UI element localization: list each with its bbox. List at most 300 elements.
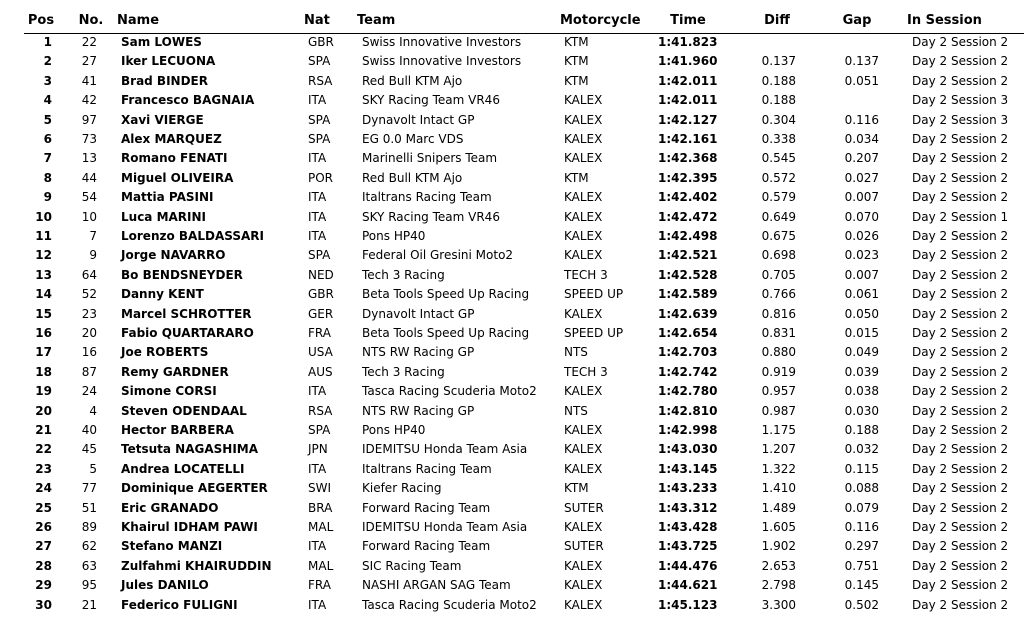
cell-session: Day 2 Session 2 xyxy=(912,578,1009,593)
cell-rider-name: Marcel SCHROTTER xyxy=(121,306,252,321)
table-row xyxy=(0,305,1024,324)
cell-team: SIC Racing Team xyxy=(362,558,462,573)
cell-session: Day 2 Session 2 xyxy=(912,345,1009,360)
cell-gap: 0.116 xyxy=(844,520,879,534)
cell-gap: 0.502 xyxy=(844,597,879,612)
cell-time: 1:42.810 xyxy=(658,403,718,418)
cell-time: 1:42.528 xyxy=(658,267,718,282)
cell-gap: 0.030 xyxy=(844,403,879,418)
cell-team: Italtrans Racing Team xyxy=(362,461,492,476)
cell-time: 1:42.127 xyxy=(658,112,718,127)
cell-number: 22 xyxy=(81,35,97,49)
cell-gap: 0.145 xyxy=(844,578,879,593)
cell-number: 62 xyxy=(81,539,97,554)
cell-diff: 0.919 xyxy=(761,364,796,379)
cell-time: 1:42.368 xyxy=(658,151,718,166)
cell-time: 1:45.123 xyxy=(658,597,718,612)
cell-rider-name: Remy GARDNER xyxy=(121,364,229,379)
cell-number: 21 xyxy=(81,597,97,612)
cell-number: 45 xyxy=(81,442,97,457)
cell-time: 1:43.145 xyxy=(658,461,718,476)
cell-rider-name: Tetsuta NAGASHIMA xyxy=(121,442,259,457)
cell-rider-name: Andrea LOCATELLI xyxy=(121,461,245,476)
cell-gap: 0.051 xyxy=(844,73,879,88)
cell-team: Swiss Innovative Investors xyxy=(362,54,522,69)
cell-number: 23 xyxy=(81,306,97,321)
cell-gap: 0.050 xyxy=(844,306,879,321)
table-row xyxy=(0,440,1024,459)
cell-motorcycle: KALEX xyxy=(564,558,603,573)
cell-rider-name: Dominique AEGERTER xyxy=(121,481,268,496)
table-row xyxy=(0,576,1024,595)
cell-session: Day 2 Session 2 xyxy=(912,461,1009,476)
cell-diff: 0.957 xyxy=(761,384,796,399)
cell-diff: 1.410 xyxy=(761,481,796,496)
cell-nationality: RSA xyxy=(308,403,333,418)
cell-session: Day 2 Session 2 xyxy=(912,151,1009,166)
cell-pos: 23 xyxy=(35,461,52,476)
cell-number: 24 xyxy=(81,384,97,399)
header-no: No. xyxy=(78,13,104,28)
cell-diff: 0.304 xyxy=(761,112,796,127)
cell-team: Beta Tools Speed Up Racing xyxy=(362,326,530,340)
cell-session: Day 2 Session 2 xyxy=(912,520,1009,534)
cell-rider-name: Iker LECUONA xyxy=(121,54,216,69)
cell-nationality: ITA xyxy=(308,597,327,612)
cell-gap: 0.188 xyxy=(844,423,879,437)
cell-number: 40 xyxy=(81,423,97,437)
cell-motorcycle: KALEX xyxy=(564,248,603,263)
cell-team: Forward Racing Team xyxy=(362,500,491,515)
cell-rider-name: Hector BARBERA xyxy=(121,423,234,437)
cell-rider-name: Eric GRANADO xyxy=(121,500,219,515)
cell-time: 1:42.395 xyxy=(658,170,718,185)
cell-number: 13 xyxy=(81,151,97,166)
cell-session: Day 2 Session 3 xyxy=(912,112,1009,127)
cell-nationality: MAL xyxy=(308,520,334,534)
cell-team: NTS RW Racing GP xyxy=(362,345,475,360)
header-in-session: In Session xyxy=(907,13,982,28)
cell-nationality: ITA xyxy=(308,151,327,166)
cell-diff: 0.188 xyxy=(761,93,796,108)
cell-number: 87 xyxy=(81,364,97,379)
cell-nationality: ITA xyxy=(308,229,327,243)
table-row xyxy=(0,557,1024,576)
cell-time: 1:42.011 xyxy=(658,93,718,108)
cell-team: Dynavolt Intact GP xyxy=(362,306,475,321)
cell-motorcycle: KALEX xyxy=(564,578,603,593)
cell-session: Day 2 Session 2 xyxy=(912,326,1009,340)
table-row xyxy=(0,72,1024,91)
cell-number: 10 xyxy=(81,209,97,224)
cell-motorcycle: KALEX xyxy=(564,520,603,534)
cell-team: IDEMITSU Honda Team Asia xyxy=(362,442,528,457)
cell-pos: 14 xyxy=(35,287,52,302)
cell-pos: 6 xyxy=(43,132,52,146)
cell-diff: 0.987 xyxy=(761,403,796,418)
cell-nationality: SPA xyxy=(308,112,331,127)
cell-nationality: GBR xyxy=(308,35,334,49)
cell-session: Day 2 Session 3 xyxy=(912,93,1009,108)
cell-pos: 28 xyxy=(35,558,52,573)
cell-number: 44 xyxy=(81,170,97,185)
cell-number: 97 xyxy=(81,112,97,127)
cell-motorcycle: KALEX xyxy=(564,384,603,399)
cell-time: 1:41.960 xyxy=(658,54,718,69)
cell-pos: 21 xyxy=(35,423,52,437)
cell-team: Dynavolt Intact GP xyxy=(362,112,475,127)
cell-team: SKY Racing Team VR46 xyxy=(362,93,500,108)
cell-pos: 29 xyxy=(35,578,52,593)
header-name: Name xyxy=(117,13,160,28)
cell-pos: 30 xyxy=(35,597,52,612)
cell-pos: 4 xyxy=(43,93,52,108)
cell-motorcycle: KALEX xyxy=(564,151,603,166)
cell-time: 1:44.476 xyxy=(658,558,718,573)
cell-rider-name: Xavi VIERGE xyxy=(121,112,204,127)
cell-motorcycle: SUTER xyxy=(564,500,604,515)
cell-nationality: GBR xyxy=(308,287,334,302)
cell-gap: 0.023 xyxy=(844,248,879,263)
cell-motorcycle: KALEX xyxy=(564,442,603,457)
cell-gap: 0.015 xyxy=(844,326,879,340)
cell-diff: 0.649 xyxy=(761,209,796,224)
cell-number: 5 xyxy=(89,461,97,476)
cell-number: 20 xyxy=(81,326,97,340)
cell-time: 1:42.742 xyxy=(658,364,718,379)
cell-motorcycle: KALEX xyxy=(564,112,603,127)
cell-motorcycle: KTM xyxy=(564,35,589,49)
cell-gap: 0.032 xyxy=(844,442,879,457)
cell-rider-name: Romano FENATI xyxy=(121,151,228,166)
cell-pos: 20 xyxy=(35,403,52,418)
table-row xyxy=(0,421,1024,440)
cell-motorcycle: TECH 3 xyxy=(564,364,608,379)
cell-diff: 1.489 xyxy=(761,500,796,515)
cell-number: 16 xyxy=(81,345,97,360)
header-motorcycle: Motorcycle xyxy=(560,13,641,28)
cell-nationality: BRA xyxy=(308,500,333,515)
table-row xyxy=(0,479,1024,498)
cell-gap: 0.207 xyxy=(844,151,879,166)
cell-motorcycle: KALEX xyxy=(564,229,603,243)
cell-rider-name: Danny KENT xyxy=(121,287,204,302)
cell-time: 1:42.402 xyxy=(658,190,718,205)
cell-number: 7 xyxy=(89,229,97,243)
cell-session: Day 2 Session 2 xyxy=(912,73,1009,88)
cell-pos: 12 xyxy=(35,248,52,263)
cell-motorcycle: KTM xyxy=(564,54,589,69)
cell-team: Pons HP40 xyxy=(362,229,426,243)
cell-number: 41 xyxy=(81,73,97,88)
cell-pos: 13 xyxy=(35,267,52,282)
cell-session: Day 2 Session 2 xyxy=(912,287,1009,302)
cell-number: 95 xyxy=(81,578,97,593)
cell-nationality: FRA xyxy=(308,326,331,340)
cell-rider-name: Khairul IDHAM PAWI xyxy=(121,520,258,534)
cell-nationality: SWI xyxy=(308,481,332,496)
cell-team: NASHI ARGAN SAG Team xyxy=(362,578,511,593)
cell-team: IDEMITSU Honda Team Asia xyxy=(362,520,528,534)
table-row xyxy=(0,518,1024,537)
cell-number: 89 xyxy=(81,520,97,534)
cell-team: Forward Racing Team xyxy=(362,539,491,554)
cell-time: 1:42.703 xyxy=(658,345,718,360)
cell-motorcycle: KALEX xyxy=(564,93,603,108)
cell-rider-name: Steven ODENDAAL xyxy=(121,403,247,418)
cell-diff: 2.798 xyxy=(761,578,796,593)
cell-gap: 0.027 xyxy=(844,170,879,185)
cell-motorcycle: KTM xyxy=(564,73,589,88)
cell-diff: 1.175 xyxy=(761,423,796,437)
cell-time: 1:42.998 xyxy=(658,423,718,437)
cell-pos: 19 xyxy=(35,384,52,399)
cell-pos: 26 xyxy=(35,520,52,534)
cell-pos: 24 xyxy=(35,481,52,496)
cell-motorcycle: KALEX xyxy=(564,132,603,146)
cell-diff: 2.653 xyxy=(761,558,796,573)
cell-nationality: POR xyxy=(308,170,334,185)
cell-pos: 25 xyxy=(35,500,52,515)
cell-team: Italtrans Racing Team xyxy=(362,190,492,205)
cell-rider-name: Jorge NAVARRO xyxy=(121,248,226,263)
cell-diff: 0.572 xyxy=(761,170,796,185)
cell-session: Day 2 Session 2 xyxy=(912,423,1009,437)
cell-nationality: ITA xyxy=(308,209,327,224)
cell-rider-name: Mattia PASINI xyxy=(121,190,214,205)
cell-session: Day 2 Session 2 xyxy=(912,229,1009,243)
cell-time: 1:42.654 xyxy=(658,326,718,340)
cell-session: Day 2 Session 2 xyxy=(912,403,1009,418)
cell-diff: 0.188 xyxy=(761,73,796,88)
cell-rider-name: Fabio QUARTARARO xyxy=(121,326,254,340)
cell-session: Day 2 Session 2 xyxy=(912,384,1009,399)
table-row xyxy=(0,285,1024,304)
cell-nationality: ITA xyxy=(308,384,327,399)
cell-diff: 0.698 xyxy=(761,248,796,263)
cell-nationality: ITA xyxy=(308,461,327,476)
cell-session: Day 2 Session 2 xyxy=(912,54,1009,69)
cell-gap: 0.007 xyxy=(844,267,879,282)
cell-nationality: SPA xyxy=(308,423,331,437)
cell-number: 54 xyxy=(81,190,97,205)
table-row xyxy=(0,402,1024,421)
cell-pos: 5 xyxy=(43,112,52,127)
table-row xyxy=(0,91,1024,110)
cell-team: Tasca Racing Scuderia Moto2 xyxy=(362,384,537,399)
cell-time: 1:43.428 xyxy=(658,520,718,534)
cell-gap: 0.751 xyxy=(844,558,879,573)
cell-time: 1:42.639 xyxy=(658,306,718,321)
cell-rider-name: Federico FULIGNI xyxy=(121,597,238,612)
cell-time: 1:42.780 xyxy=(658,384,718,399)
table-row xyxy=(0,227,1024,246)
cell-session: Day 2 Session 2 xyxy=(912,558,1009,573)
cell-rider-name: Lorenzo BALDASSARI xyxy=(121,229,264,243)
table-row xyxy=(0,266,1024,285)
cell-pos: 1 xyxy=(43,35,52,49)
cell-nationality: SPA xyxy=(308,54,331,69)
cell-team: NTS RW Racing GP xyxy=(362,403,475,418)
cell-nationality: ITA xyxy=(308,190,327,205)
cell-team: Tasca Racing Scuderia Moto2 xyxy=(362,597,537,612)
cell-pos: 17 xyxy=(35,345,52,360)
cell-rider-name: Stefano MANZI xyxy=(121,539,223,554)
cell-team: Federal Oil Gresini Moto2 xyxy=(362,248,514,263)
cell-diff: 1.322 xyxy=(761,461,796,476)
cell-rider-name: Simone CORSI xyxy=(121,384,217,399)
table-row xyxy=(0,246,1024,265)
cell-diff: 0.766 xyxy=(761,287,796,302)
cell-diff: 0.675 xyxy=(761,229,796,243)
table-row xyxy=(0,208,1024,227)
cell-gap: 0.039 xyxy=(844,364,879,379)
cell-gap: 0.115 xyxy=(844,461,879,476)
header-nat: Nat xyxy=(304,13,330,28)
cell-nationality: FRA xyxy=(308,578,331,593)
cell-gap: 0.079 xyxy=(844,500,879,515)
cell-session: Day 2 Session 2 xyxy=(912,35,1009,49)
cell-team: Tech 3 Racing xyxy=(362,364,445,379)
header-gap: Gap xyxy=(842,13,872,28)
cell-rider-name: Miguel OLIVEIRA xyxy=(121,170,234,185)
cell-nationality: ITA xyxy=(308,93,327,108)
cell-diff: 0.545 xyxy=(761,151,796,166)
cell-time: 1:43.233 xyxy=(658,481,718,496)
cell-gap: 0.137 xyxy=(844,54,879,69)
cell-team: Red Bull KTM Ajo xyxy=(362,170,463,185)
cell-team: Pons HP40 xyxy=(362,423,426,437)
cell-gap: 0.088 xyxy=(844,481,879,496)
cell-nationality: USA xyxy=(308,345,333,360)
cell-rider-name: Bo BENDSNEYDER xyxy=(121,267,243,282)
cell-rider-name: Zulfahmi KHAIRUDDIN xyxy=(121,558,272,573)
cell-session: Day 2 Session 2 xyxy=(912,306,1009,321)
cell-time: 1:42.161 xyxy=(658,132,718,146)
cell-pos: 7 xyxy=(43,151,52,166)
cell-diff: 1.902 xyxy=(761,539,796,554)
cell-time: 1:42.498 xyxy=(658,229,718,243)
cell-number: 73 xyxy=(81,132,97,146)
cell-diff: 1.605 xyxy=(761,520,796,534)
table-row xyxy=(0,596,1024,615)
cell-motorcycle: SUTER xyxy=(564,539,604,554)
cell-time: 1:42.472 xyxy=(658,209,718,224)
cell-session: Day 2 Session 2 xyxy=(912,190,1009,205)
cell-diff: 0.816 xyxy=(761,306,796,321)
table-row xyxy=(0,169,1024,188)
table-row xyxy=(0,382,1024,401)
cell-rider-name: Joe ROBERTS xyxy=(121,345,209,360)
cell-team: Marinelli Snipers Team xyxy=(362,151,498,166)
cell-team: Beta Tools Speed Up Racing xyxy=(362,287,530,302)
cell-session: Day 2 Session 2 xyxy=(912,442,1009,457)
cell-nationality: RSA xyxy=(308,73,333,88)
cell-motorcycle: KALEX xyxy=(564,306,603,321)
cell-team: SKY Racing Team VR46 xyxy=(362,209,500,224)
table-row xyxy=(0,33,1024,52)
cell-session: Day 2 Session 2 xyxy=(912,267,1009,282)
cell-team: Kiefer Racing xyxy=(362,481,442,496)
cell-number: 52 xyxy=(81,287,97,302)
cell-nationality: NED xyxy=(308,267,334,282)
cell-rider-name: Sam LOWES xyxy=(121,35,202,49)
header-diff: Diff xyxy=(764,13,790,28)
cell-session: Day 2 Session 1 xyxy=(912,209,1009,224)
cell-number: 42 xyxy=(81,93,97,108)
cell-nationality: AUS xyxy=(308,364,333,379)
cell-motorcycle: KALEX xyxy=(564,209,603,224)
cell-motorcycle: NTS xyxy=(564,403,588,418)
cell-nationality: SPA xyxy=(308,248,331,263)
cell-diff: 1.207 xyxy=(761,442,796,457)
cell-motorcycle: KALEX xyxy=(564,461,603,476)
cell-gap: 0.007 xyxy=(844,190,879,205)
cell-session: Day 2 Session 2 xyxy=(912,539,1009,554)
cell-team: EG 0.0 Marc VDS xyxy=(362,132,464,146)
cell-time: 1:43.725 xyxy=(658,539,718,554)
cell-nationality: ITA xyxy=(308,539,327,554)
cell-gap: 0.070 xyxy=(844,209,879,224)
cell-nationality: GER xyxy=(308,306,334,321)
cell-session: Day 2 Session 2 xyxy=(912,481,1009,496)
table-row xyxy=(0,111,1024,130)
cell-pos: 2 xyxy=(43,54,52,69)
cell-time: 1:44.621 xyxy=(658,578,718,593)
cell-rider-name: Alex MARQUEZ xyxy=(121,132,222,146)
cell-motorcycle: NTS xyxy=(564,345,588,360)
cell-motorcycle: KALEX xyxy=(564,190,603,205)
cell-motorcycle: KTM xyxy=(564,170,589,185)
cell-motorcycle: TECH 3 xyxy=(564,267,608,282)
cell-gap: 0.049 xyxy=(844,345,879,360)
cell-number: 9 xyxy=(89,248,97,263)
table-row xyxy=(0,343,1024,362)
cell-nationality: JPN xyxy=(308,442,328,457)
cell-time: 1:43.030 xyxy=(658,442,718,457)
cell-number: 77 xyxy=(81,481,97,496)
table-row xyxy=(0,188,1024,207)
cell-time: 1:43.312 xyxy=(658,500,718,515)
cell-time: 1:41.823 xyxy=(658,35,718,49)
table-row xyxy=(0,52,1024,71)
cell-session: Day 2 Session 2 xyxy=(912,364,1009,379)
cell-pos: 22 xyxy=(35,442,52,457)
cell-team: Tech 3 Racing xyxy=(362,267,445,282)
cell-number: 51 xyxy=(81,500,97,515)
table-row xyxy=(0,537,1024,556)
table-row xyxy=(0,499,1024,518)
cell-session: Day 2 Session 2 xyxy=(912,132,1009,146)
cell-number: 27 xyxy=(81,54,97,69)
cell-pos: 3 xyxy=(43,73,52,88)
cell-pos: 11 xyxy=(35,229,52,243)
cell-gap: 0.034 xyxy=(844,132,879,146)
cell-pos: 8 xyxy=(43,170,52,185)
cell-gap: 0.116 xyxy=(844,112,879,127)
cell-pos: 10 xyxy=(35,209,52,224)
table-row xyxy=(0,130,1024,149)
cell-session: Day 2 Session 2 xyxy=(912,597,1009,612)
cell-session: Day 2 Session 2 xyxy=(912,170,1009,185)
table-row xyxy=(0,149,1024,168)
cell-diff: 3.300 xyxy=(761,597,796,612)
cell-gap: 0.038 xyxy=(844,384,879,399)
cell-motorcycle: SPEED UP xyxy=(564,326,624,340)
header-time: Time xyxy=(670,13,706,28)
cell-number: 4 xyxy=(89,403,97,418)
cell-gap: 0.297 xyxy=(844,539,879,554)
